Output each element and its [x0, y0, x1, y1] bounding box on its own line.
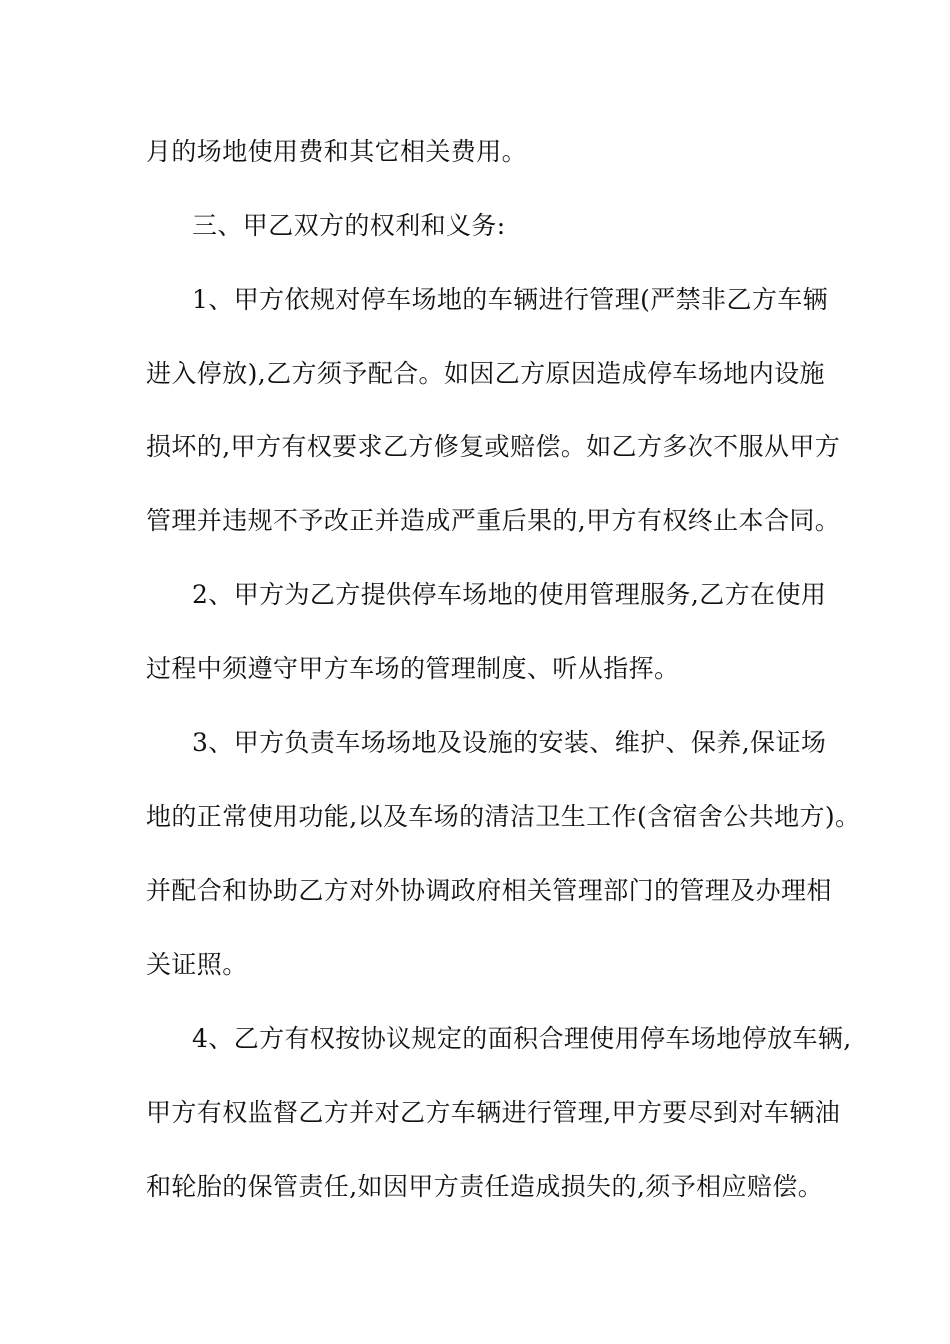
- clause-1-line-4: 管理并违规不予改正并造成严重后果的,甲方有权终止本合同。: [146, 506, 841, 535]
- clause-2-line-2: 过程中须遵守甲方车场的管理制度、听从指挥。: [146, 654, 680, 683]
- clause-4-line-1: 4、乙方有权按协议规定的面积合理使用停车场地停放车辆,: [192, 1024, 852, 1053]
- clause-3-line-2: 地的正常使用功能,以及车场的清洁卫生工作(含宿舍公共地方)。: [146, 802, 861, 831]
- section-heading-3: 三、甲乙双方的权利和义务:: [192, 211, 506, 240]
- clause-3-line-3: 并配合和协助乙方对外协调政府相关管理部门的管理及办理相: [146, 876, 832, 905]
- clause-4-line-2: 甲方有权监督乙方并对乙方车辆进行管理,甲方要尽到对车辆油: [146, 1098, 841, 1127]
- clause-2-line-1: 2、甲方为乙方提供停车场地的使用管理服务,乙方在使用: [192, 580, 827, 609]
- clause-1-line-1: 1、甲方依规对停车场地的车辆进行管理(严禁非乙方车辆: [192, 285, 829, 314]
- text-line-1: 月的场地使用费和其它相关费用。: [146, 137, 528, 166]
- clause-1-line-3: 损坏的,甲方有权要求乙方修复或赔偿。如乙方多次不服从甲方: [146, 432, 841, 461]
- clause-3-line-4: 关证照。: [146, 950, 248, 979]
- clause-1-line-2: 进入停放),乙方须予配合。如因乙方原因造成停车场地内设施: [146, 359, 825, 388]
- clause-3-line-1: 3、甲方负责车场场地及设施的安装、维护、保养,保证场: [192, 728, 827, 757]
- clause-4-line-3: 和轮胎的保管责任,如因甲方责任造成损失的,须予相应赔偿。: [146, 1172, 824, 1201]
